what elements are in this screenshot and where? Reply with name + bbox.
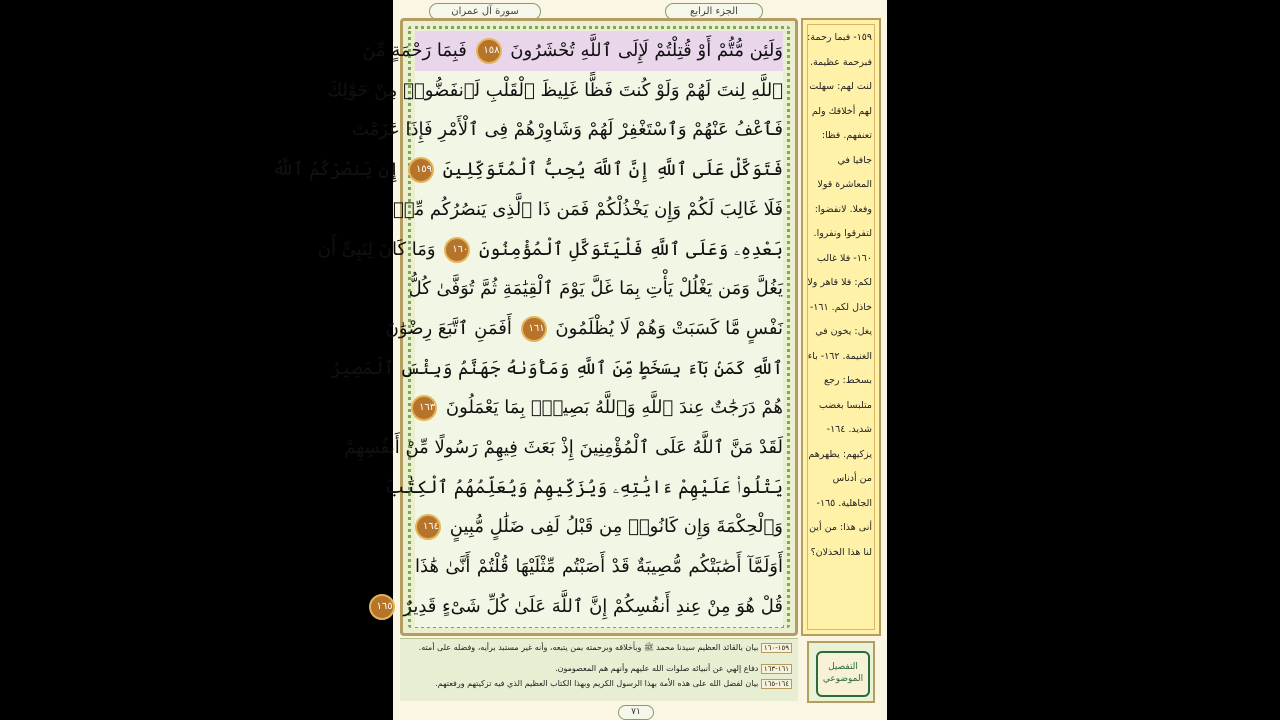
verse-text: بَعْدِهِۦ وَعَلَى ٱللَّهِ فَلْيَتَوَكَّلِ ٱلْمُؤْمِنُونَ	[479, 238, 783, 260]
verse-text: وَمَا كَانَ لِنَبِىٍّ أَن	[317, 238, 436, 260]
page-header	[393, 0, 887, 20]
summary-text: دفاع إلهي عن أنبيائه صلوات الله عليهم وأنهم هم المعصومون.	[555, 664, 759, 673]
quran-text-frame	[271, 18, 798, 636]
summary-line	[404, 679, 792, 689]
verse-text: فَلَا غَالِبَ لَكُمْ وَإِن يَخْذُلْكُمْ فَمَن ذَا ٱلَّذِى يَنصُرُكُم مِّنۢ	[392, 198, 783, 220]
verse-text: ٱللَّهِ كَمَنۢ بَآءَ بِسَخَطٍ مِّنَ ٱللَّهِ وَمَأْوَىٰهُ جَهَنَّمُ وَبِئْسَ ٱلْمَصِيرُ	[330, 357, 783, 379]
ayah-number-marker: ١٥٩	[408, 157, 434, 183]
verse-text: يَتْلُوا۟ عَلَيْهِمْ ءَايَٰتِهِۦ وَيُزَكِّيهِمْ وَيُعَلِّمُهُمُ ٱلْكِتَٰبَ	[384, 476, 783, 498]
summary-tag: ١٦١-١٦٣	[761, 664, 792, 674]
verse-text: فَٱعْفُ عَنْهُمْ وَٱسْتَغْفِرْ لَهُمْ وَشَاوِرْهُمْ فِى ٱلْأَمْرِ فَإِذَا عَزَمْتَ	[351, 119, 783, 141]
quran-line	[317, 230, 783, 270]
juz-label: الجزء الرابع	[665, 3, 763, 20]
summary-text: بيان لفضل الله على هذه الأمة بهذا الرسول الكريم وبهذا الكتاب العظيم الذي فيه تزكيتهم ورفعتهم.	[435, 679, 759, 688]
surah-name-label: سورة آل عمران	[429, 3, 541, 20]
verse-text: وَلَئِن مُّتُّمْ أَوْ قُتِلْتُمْ لَإِلَى ٱللَّهِ تُحْشَرُونَ	[510, 40, 783, 61]
margin-notes-text: ١٥٩- فبما رحمة: فبرحمة عظيمة. لنت لهم: سهلت لهم أخلاقك ولم تعنفهم. فظا: جافيا في المعاشرة قولا وفعلا. لانفضوا: لتفرقوا ونفروا. ١٦٠- فلا غالب لكم: فلا قاهر ولا خاذل لكم. ١٦١- يغل: يخون في الغنيمة. ١٦٢- باء بسخط: رجع متلبسا بغضب شديد. ١٦٤- يزكيهم: يطهرهم من أدناس الجاهلية. ١٦٥- أنى هذا: من أين لنا هذا الخذلان؟	[807, 32, 872, 558]
quran-line	[376, 587, 783, 627]
quran-line	[330, 349, 783, 389]
quran-line	[362, 31, 783, 71]
ayah-number-marker: ١٦١	[521, 316, 547, 342]
quran-line	[385, 309, 783, 349]
quran-line	[415, 388, 783, 428]
quran-line	[344, 428, 783, 468]
verse-text: فَبِمَا رَحْمَةٍ مِّنَ	[362, 40, 467, 61]
quran-line	[415, 507, 783, 547]
quran-line	[415, 547, 783, 587]
quran-line	[408, 269, 783, 309]
verse-text: أَوَلَمَّآ أَصَٰبَتْكُم مُّصِيبَةٌ قَدْ أَصَبْتُم مِّثْلَيْهَا قُلْتُمْ أَنَّىٰ هَٰذَا	[415, 556, 783, 578]
topic-summary-panel	[400, 638, 798, 701]
verse-text: هُمْ دَرَجَٰتٌ عِندَ ٱللَّهِ وَٱللَّهُ بَصِيرٌۢ بِمَا يَعْمَلُونَ	[445, 397, 783, 419]
margin-notes-panel	[801, 18, 881, 636]
verse-text: نَفْسٍ مَّا كَسَبَتْ وَهُمْ لَا يُظْلَمُونَ	[555, 317, 783, 339]
summary-tag: ١٦٤-١٦٥	[761, 679, 792, 689]
quran-line	[392, 190, 783, 230]
verse-text: لَقَدْ مَنَّ ٱللَّهُ عَلَى ٱلْمُؤْمِنِينَ إِذْ بَعَثَ فِيهِمْ رَسُولًا مِّنْ أَنفُسِهِمْ	[344, 437, 783, 458]
ayah-number-marker: ١٦٥	[369, 594, 395, 620]
verse-text: أَفَمَنِ ٱتَّبَعَ رِضْوَٰنَ	[385, 317, 512, 339]
summary-line	[404, 642, 792, 654]
verse-text: فَتَوَكَّلْ عَلَى ٱللَّهِ إِنَّ ٱللَّهَ يُحِبُّ ٱلْمُتَوَكِّلِينَ	[442, 159, 783, 181]
quran-line	[351, 110, 783, 150]
logo-line-2: الموضوعي	[822, 674, 864, 684]
logo-line-1: التفصيل	[828, 662, 858, 672]
logo-badge-icon	[816, 651, 870, 697]
ayah-number-marker: ١٦٠	[444, 237, 470, 263]
ayah-number-marker: ١٥٨	[476, 38, 502, 64]
verse-text: قُلْ هُوَ مِنْ عِندِ أَنفُسِكُمْ إِنَّ ٱللَّهَ عَلَىٰ كُلِّ شَىْءٍ قَدِيرٌ	[403, 595, 783, 617]
quran-line	[327, 71, 783, 111]
summary-text: بيان بالقائد العظيم سيدنا محمد ﷺ وبأخلاقه وبرحمته بمن يتبعه، وأنه غير مستبد برأيه، وفضله على أمته.	[418, 643, 759, 652]
verse-text: إِن يَنصُرْكُمُ ٱللَّهُ	[271, 159, 400, 181]
quran-line	[271, 150, 783, 190]
summary-line	[404, 664, 792, 674]
ayah-number-marker: ١٦٣	[411, 395, 437, 421]
summary-tag: ١٥٩-١٦٠	[761, 643, 792, 653]
verse-text: ٱللَّهِ لِنتَ لَهُمْ وَلَوْ كُنتَ فَظًّا غَلِيظَ ٱلْقَلْبِ لَٱنفَضُّوا۟ مِنْ حَوْلِكَ	[327, 79, 783, 101]
verse-text: يَغُلَّ وَمَن يَغْلُلْ يَأْتِ بِمَا غَلَّ يَوْمَ ٱلْقِيَٰمَةِ ثُمَّ تُوَفَّىٰ كُلُّ	[408, 278, 783, 300]
ayah-number-marker: ١٦٤	[415, 514, 441, 540]
verse-text: وَٱلْحِكْمَةَ وَإِن كَانُوا۟ مِن قَبْلُ لَفِى ضَلَٰلٍ مُّبِينٍ	[449, 516, 783, 538]
page-number: ٧١	[618, 705, 654, 720]
quran-text-area	[271, 31, 783, 627]
mushaf-page	[271, 0, 887, 720]
quran-line	[384, 468, 783, 508]
topic-logo	[807, 641, 875, 703]
